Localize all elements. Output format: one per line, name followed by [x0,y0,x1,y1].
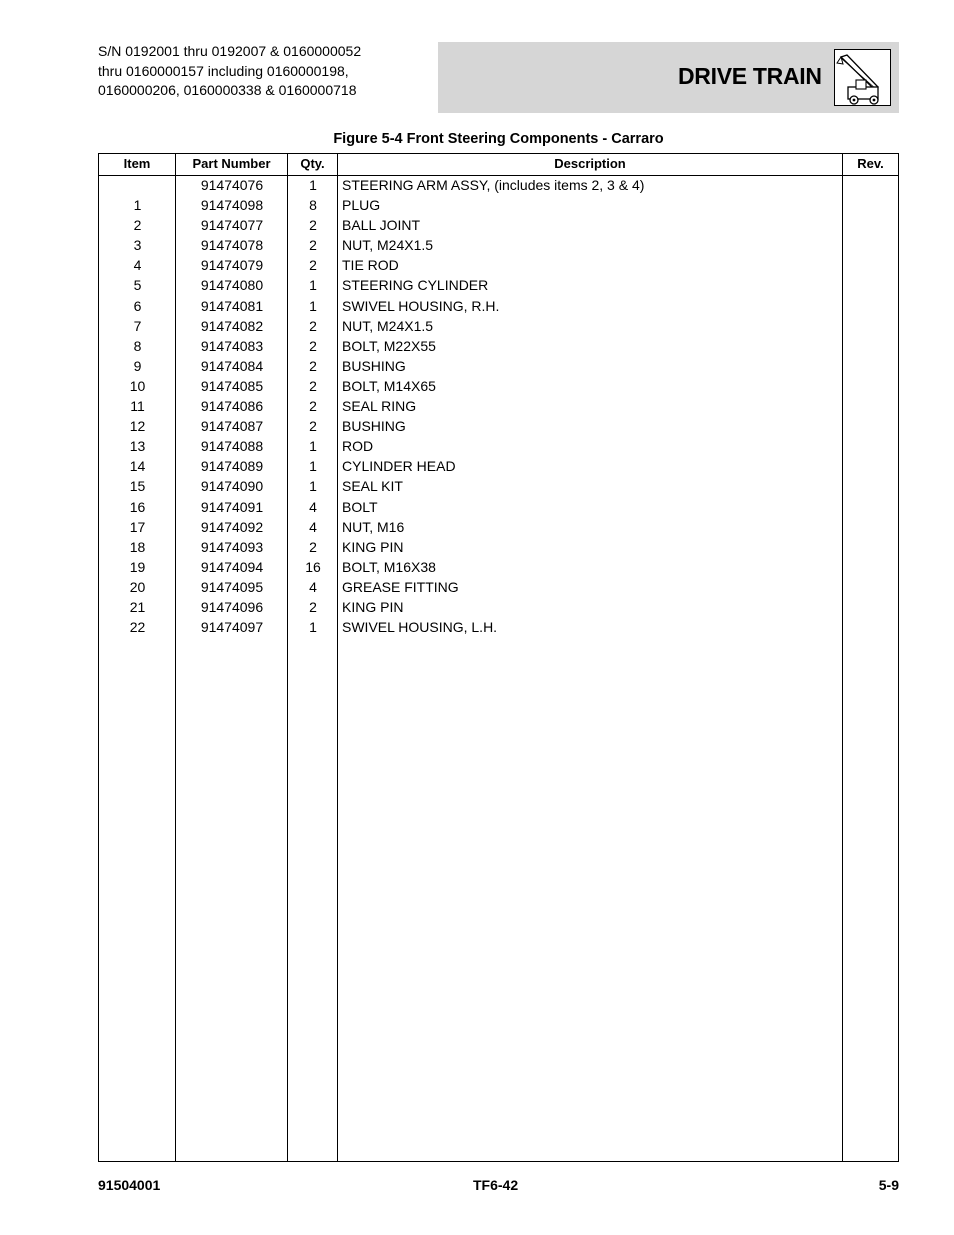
part-number-cell: 91474084 [200,357,264,374]
item-cell: 17 [129,518,146,535]
qty-cell: 2 [309,357,317,374]
figure-title: Figure 5-4 Front Steering Components - Carraro [333,131,664,147]
table-row [99,578,898,598]
serial-line: S/N 0192001 thru 0192007 & 0160000052 [98,43,362,59]
table-body [99,176,898,638]
item-cell: 9 [133,357,142,374]
description-cell: GREASE FITTING [342,578,459,595]
serial-line: thru 0160000157 including 0160000198, [98,62,349,79]
serial-number-block [98,42,418,101]
item-cell: 11 [130,398,145,415]
table-row [99,176,898,196]
description-cell: PLUG [342,197,381,214]
part-number-cell: 91474085 [200,377,264,394]
description-cell: TIE ROD [342,257,399,274]
qty-cell: 1 [309,297,317,314]
qty-cell: 4 [309,498,317,515]
item-cell: 21 [129,598,146,615]
column-header-item: Item [123,156,151,171]
part-number-cell: 91474092 [200,518,264,535]
footer-model: TF6-42 [473,1177,519,1193]
item-cell: 8 [133,337,142,354]
item-cell: 22 [129,619,146,636]
item-cell: 2 [133,217,142,234]
qty-cell: 4 [309,518,317,535]
qty-cell: 2 [309,418,317,435]
part-number-cell: 91474076 [200,177,264,193]
footer-document-number: 91504001 [98,1177,161,1193]
qty-cell: 4 [309,578,317,595]
telehandler-icon [834,49,891,106]
part-number-cell: 91474081 [200,297,264,314]
table-row [99,276,898,296]
description-cell: BOLT [342,498,378,515]
part-number-cell: 91474079 [200,257,264,274]
description-cell: BOLT, M22X55 [342,337,436,354]
table-row [99,598,898,618]
section-title: DRIVE TRAIN [678,63,822,89]
table-row [99,498,898,518]
part-number-cell: 91474091 [200,498,264,515]
item-cell: 3 [133,237,142,254]
description-cell: SWIVEL HOUSING, R.H. [342,297,500,314]
serial-line: 0160000206, 0160000338 & 0160000718 [98,82,357,98]
qty-cell: 1 [309,478,317,495]
qty-cell: 2 [309,337,317,354]
description-cell: KING PIN [342,598,404,615]
description-cell: STEERING CYLINDER [342,277,489,294]
item-cell: 4 [133,257,142,274]
item-cell: 5 [133,277,142,294]
parts-table [98,153,899,1162]
table-row [99,317,898,337]
item-cell: 7 [133,317,142,334]
qty-cell: 1 [309,458,317,475]
table-row [99,558,898,578]
description-cell: SEAL RING [342,398,417,415]
column-header-description: Description [554,156,626,171]
part-number-cell: 91474082 [200,317,264,334]
table-row [99,297,898,317]
qty-cell: 8 [309,197,317,214]
qty-cell: 1 [309,619,317,636]
part-number-cell: 91474097 [200,619,264,636]
table-row [99,397,898,417]
qty-cell: 2 [309,598,317,615]
part-number-cell: 91474098 [200,197,264,214]
item-cell: 15 [129,478,146,495]
table-row [99,417,898,437]
qty-cell: 2 [309,237,317,254]
description-cell: SWIVEL HOUSING, L.H. [342,619,498,636]
part-number-cell: 91474088 [200,438,264,455]
table-row [99,618,898,638]
part-number-cell: 91474083 [200,337,264,354]
description-cell: STEERING ARM ASSY, (includes items 2, 3 & 4) [342,177,645,193]
description-cell: BUSHING [342,418,406,435]
table-row [99,457,898,477]
qty-cell: 1 [309,177,317,193]
item-cell: 19 [129,558,146,575]
item-cell: 20 [129,578,146,595]
table-row [99,518,898,538]
part-number-cell: 91474078 [200,237,264,254]
table-row [99,236,898,256]
table-row [99,538,898,558]
part-number-cell: 91474090 [200,478,264,495]
part-number-cell: 91474080 [200,277,264,294]
part-number-cell: 91474096 [200,598,264,615]
section-banner [438,42,899,113]
description-cell: BALL JOINT [342,217,421,234]
column-header-qty: Qty. [300,156,325,171]
qty-cell: 2 [309,217,317,234]
table-row [99,337,898,357]
column-header-rev: Rev. [857,156,884,171]
item-cell: 12 [129,418,146,435]
item-cell: 16 [129,498,146,515]
item-cell: 13 [129,438,146,455]
part-number-cell: 91474093 [200,538,264,555]
description-cell: BOLT, M14X65 [342,377,436,394]
table-row [99,477,898,497]
table-row [99,196,898,216]
item-cell: 1 [133,197,142,214]
table-row [99,216,898,236]
item-cell: 10 [129,377,146,394]
column-header-part-number: Part Number [192,156,271,171]
qty-cell: 2 [309,538,317,555]
table-row [99,357,898,377]
description-cell: SEAL KIT [342,478,403,495]
item-cell: 18 [129,538,146,555]
description-cell: ROD [342,438,374,455]
footer-page-number: 5-9 [878,1177,899,1193]
description-cell: NUT, M24X1.5 [342,317,434,334]
qty-cell: 16 [305,558,321,575]
description-cell: NUT, M24X1.5 [342,237,434,254]
qty-cell: 2 [309,317,317,334]
qty-cell: 2 [309,398,317,415]
item-cell: 6 [133,297,142,314]
part-number-cell: 91474086 [200,398,264,415]
description-cell: NUT, M16 [342,518,405,535]
table-row [99,437,898,457]
part-number-cell: 91474095 [200,578,264,595]
description-cell: CYLINDER HEAD [342,458,456,475]
item-cell: 14 [129,458,146,475]
table-row [99,256,898,276]
qty-cell: 2 [309,257,317,274]
description-cell: KING PIN [342,538,404,555]
qty-cell: 2 [309,377,317,394]
part-number-cell: 91474087 [200,418,264,435]
description-cell: BUSHING [342,357,406,374]
part-number-cell: 91474089 [200,458,264,475]
qty-cell: 1 [309,277,317,294]
qty-cell: 1 [309,438,317,455]
part-number-cell: 91474094 [200,558,264,575]
description-cell: BOLT, M16X38 [342,558,436,575]
table-row [99,377,898,397]
part-number-cell: 91474077 [200,217,264,234]
